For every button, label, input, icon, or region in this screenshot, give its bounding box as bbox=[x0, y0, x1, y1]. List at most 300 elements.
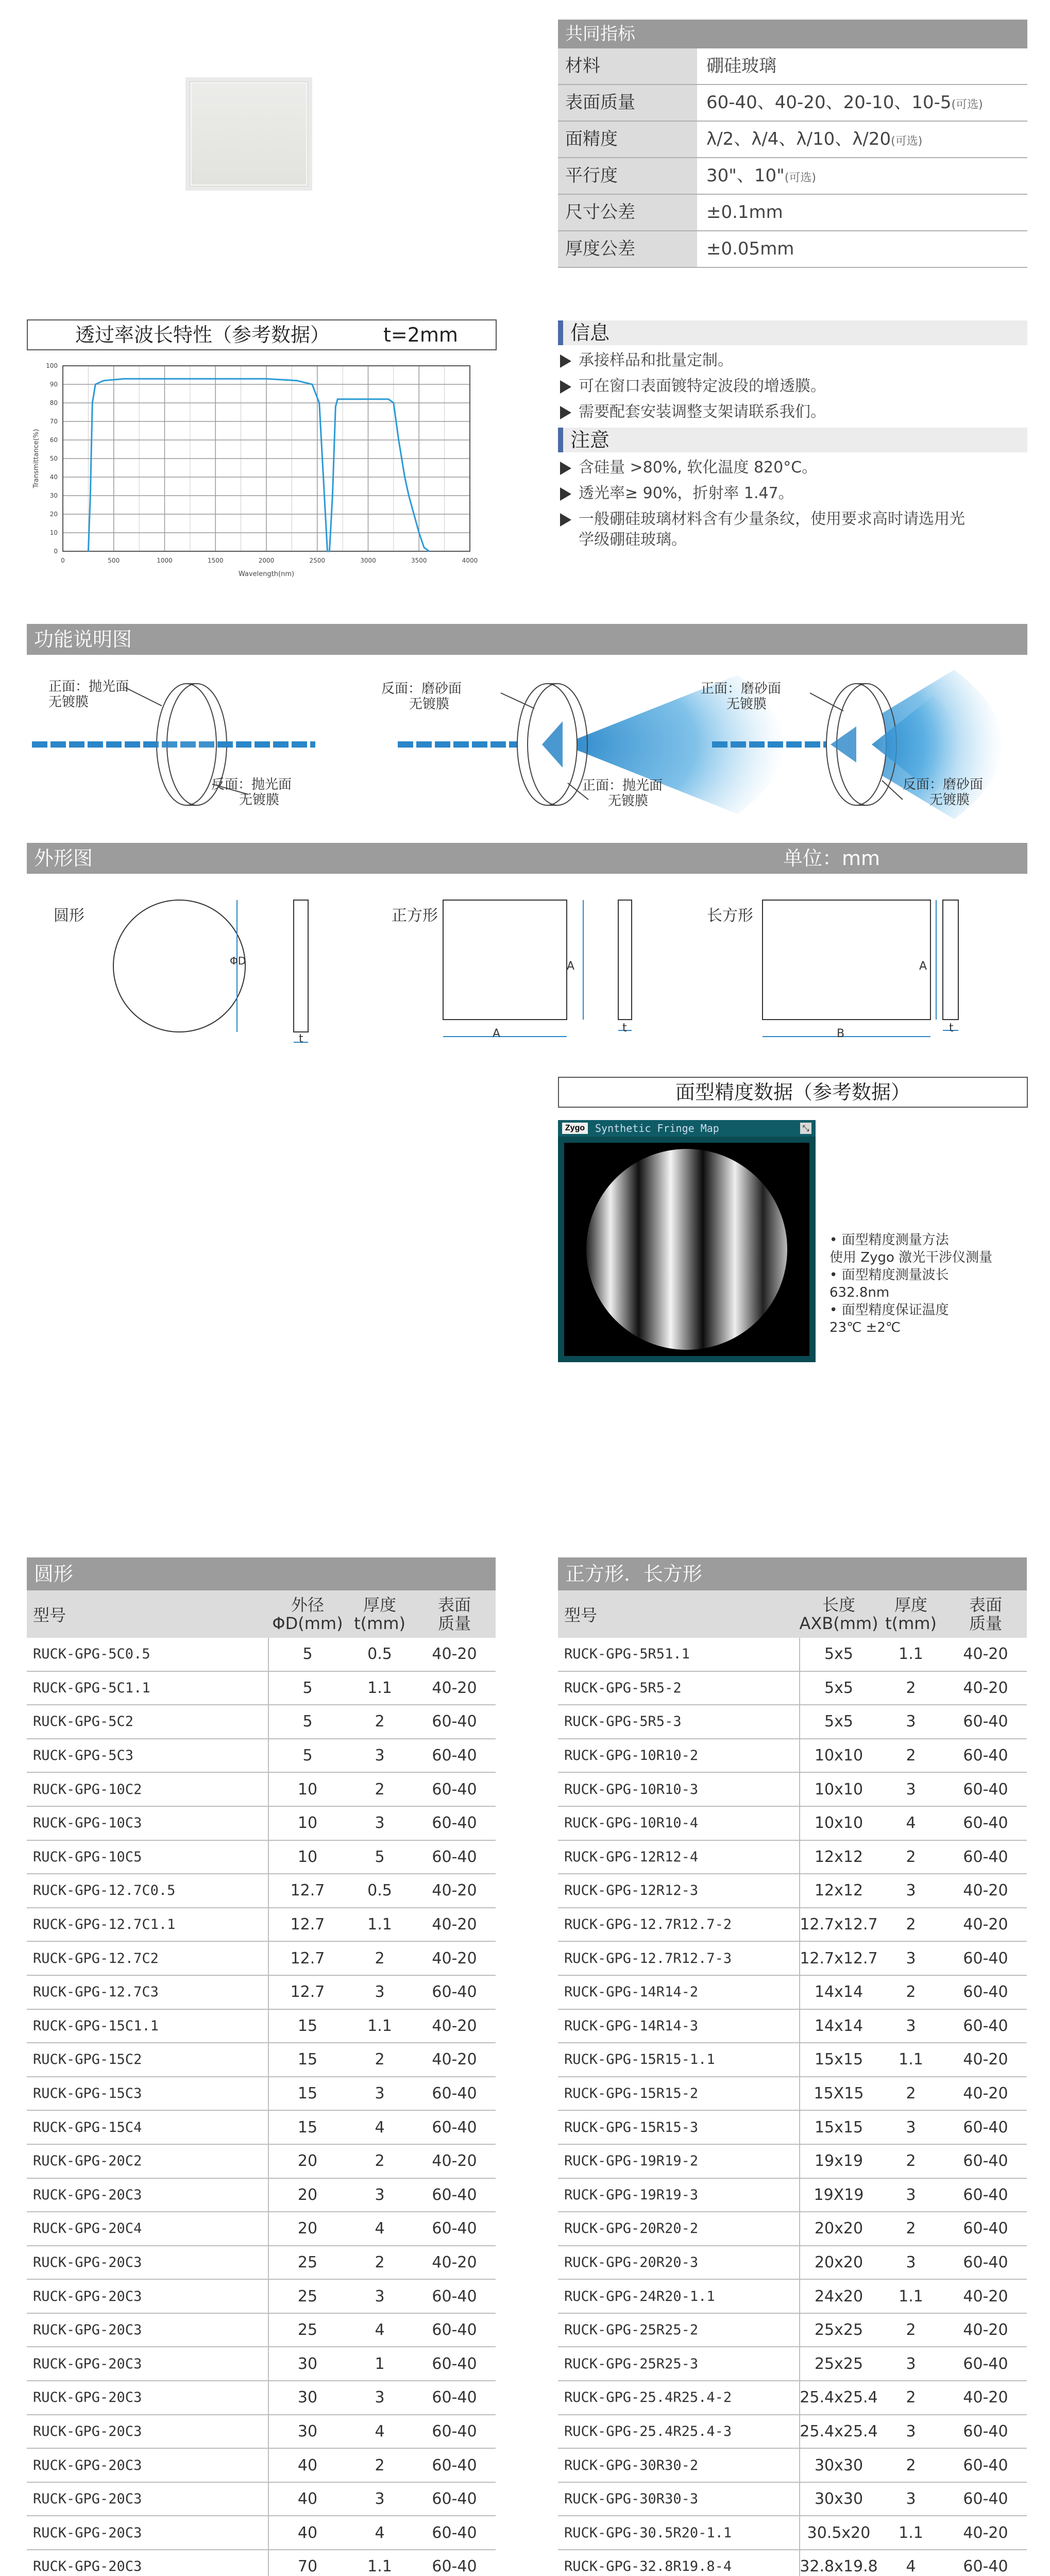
cell-model: RUCK-GPG-5R5-3 bbox=[558, 1705, 800, 1738]
spec-key: 材料 bbox=[558, 48, 697, 84]
round-table bbox=[27, 1557, 496, 2576]
table-row bbox=[558, 1874, 1027, 1908]
table-row bbox=[558, 1672, 1027, 1706]
cell-value: 20x20 bbox=[814, 2219, 863, 2238]
table-row bbox=[558, 2347, 1027, 2381]
table-row bbox=[558, 2246, 1027, 2280]
glass-plate-image bbox=[190, 81, 308, 187]
round-table-title: 圆形 bbox=[27, 1557, 496, 1590]
cell-value: 3 bbox=[906, 2016, 916, 2035]
arrow-icon bbox=[560, 462, 571, 475]
cell-value: 3 bbox=[906, 2354, 916, 2373]
cell-value: 3 bbox=[375, 1814, 385, 1833]
zygo-logo: Zygo bbox=[562, 1123, 588, 1134]
table-row bbox=[558, 2483, 1027, 2517]
cell-value: 1.1 bbox=[899, 2050, 923, 2069]
cell-value: 10x10 bbox=[814, 1780, 863, 1799]
table-row bbox=[27, 2550, 496, 2576]
flatness-note: • 面型精度测量方法 bbox=[829, 1232, 949, 1248]
cell-model: RUCK-GPG-32.8R19.8-4 bbox=[558, 2550, 800, 2576]
cell-value: 4 bbox=[375, 2118, 385, 2137]
cell-value: 1.1 bbox=[899, 2523, 923, 2542]
cell-value: 5x5 bbox=[824, 1645, 853, 1664]
notice-item-text: 透光率≥ 90%，折射率 1.47。 bbox=[579, 484, 794, 502]
cell-value: 1.1 bbox=[367, 2016, 392, 2035]
d2-front-label: 正面：抛光面 bbox=[582, 778, 663, 793]
d3-back-sub: 无镀膜 bbox=[929, 792, 970, 808]
x-tick-label: 500 bbox=[108, 557, 120, 564]
cell-value: 12.7 bbox=[290, 1882, 325, 1900]
notice-item bbox=[558, 509, 1027, 530]
cell-model: RUCK-GPG-20C3 bbox=[27, 2415, 269, 2448]
spec-value-text: 60-40、40-20、20-10、10-5 bbox=[706, 92, 952, 113]
x-tick-label: 2500 bbox=[309, 557, 326, 564]
cell-value: 3 bbox=[906, 1882, 916, 1900]
table-row bbox=[27, 1638, 496, 1672]
table-row bbox=[558, 2145, 1027, 2179]
cell-value: 60-40 bbox=[963, 2253, 1008, 2272]
spec-value-text: ±0.05mm bbox=[706, 239, 794, 259]
cell-model: RUCK-GPG-12.7C0.5 bbox=[27, 1874, 269, 1907]
outline-title: 外形图 bbox=[34, 847, 93, 870]
cell-value: 5 bbox=[302, 1747, 313, 1765]
cell-value: 40-20 bbox=[963, 1882, 1008, 1900]
cell-value: 12x12 bbox=[814, 1848, 863, 1866]
outline-rect-label: 长方形 bbox=[707, 907, 753, 925]
cell-value: 19x19 bbox=[814, 2152, 863, 2171]
cell-model: RUCK-GPG-12.7R12.7-3 bbox=[558, 1942, 800, 1975]
table-row bbox=[27, 2043, 496, 2077]
cell-model: RUCK-GPG-12.7C3 bbox=[27, 1976, 269, 2009]
spec-row bbox=[558, 85, 1027, 122]
d3-front-sub: 无镀膜 bbox=[726, 697, 767, 712]
cell-value: 20 bbox=[297, 2152, 318, 2171]
spec-value bbox=[697, 231, 1027, 267]
flatness-note: • 面型精度测量波长 bbox=[829, 1267, 949, 1283]
cell-model: RUCK-GPG-10R10-3 bbox=[558, 1773, 800, 1806]
dim-t-round: t bbox=[299, 1032, 303, 1045]
info-item-text: 需要配套安装调整支架请联系我们。 bbox=[579, 403, 826, 421]
cell-value: 1 bbox=[375, 2354, 385, 2373]
dim-t-square: t bbox=[622, 1022, 627, 1035]
cell-value: 2 bbox=[906, 2456, 916, 2475]
y-tick-label: 40 bbox=[49, 473, 58, 481]
cell-value: 15x15 bbox=[814, 2118, 863, 2137]
cell-value: 0.5 bbox=[367, 1882, 392, 1900]
cell-value: 60-40 bbox=[432, 2422, 477, 2441]
cell-value: 2 bbox=[375, 2152, 385, 2171]
cell-model: RUCK-GPG-10C3 bbox=[27, 1807, 269, 1840]
cell-value: 40 bbox=[297, 2456, 318, 2475]
cell-model: RUCK-GPG-15C2 bbox=[27, 2043, 269, 2076]
flatness-note: 632.8nm bbox=[829, 1285, 890, 1300]
cell-value: 1.1 bbox=[899, 1645, 923, 1664]
cell-model: RUCK-GPG-20C3 bbox=[27, 2483, 269, 2516]
cell-value: 60-40 bbox=[432, 1713, 477, 1731]
square-table bbox=[558, 1557, 1027, 2576]
table-row bbox=[27, 1874, 496, 1908]
cell-model: RUCK-GPG-20C3 bbox=[27, 2381, 269, 2414]
spec-value-text: 30"、10" bbox=[706, 165, 785, 186]
table-row bbox=[558, 1807, 1027, 1841]
arrow-icon bbox=[560, 513, 571, 527]
notice-item bbox=[558, 483, 1027, 504]
table-row bbox=[558, 1638, 1027, 1672]
cell-value: 10x10 bbox=[814, 1814, 863, 1833]
cell-value: 60-40 bbox=[432, 2321, 477, 2340]
cell-value: 60-40 bbox=[432, 2456, 477, 2475]
cell-value: 15 bbox=[297, 2118, 318, 2137]
cell-value: 40-20 bbox=[963, 2321, 1008, 2340]
table-row bbox=[558, 2043, 1027, 2077]
cell-value: 25.4x25.4 bbox=[800, 2422, 878, 2441]
col-model: 型号 bbox=[564, 1605, 598, 1625]
spec-key: 尺寸公差 bbox=[558, 195, 697, 230]
cell-value: 60-40 bbox=[963, 2152, 1008, 2171]
y-tick-label: 70 bbox=[49, 418, 58, 425]
table-row bbox=[27, 2347, 496, 2381]
table-row bbox=[558, 1942, 1027, 1976]
cell-value: 3 bbox=[375, 2388, 385, 2407]
cell-value: 40-20 bbox=[432, 2152, 477, 2171]
cell-model: RUCK-GPG-19R19-3 bbox=[558, 2179, 800, 2212]
cell-value: 5 bbox=[302, 1645, 313, 1664]
cell-model: RUCK-GPG-10C2 bbox=[27, 1773, 269, 1806]
cell-value: 60-40 bbox=[963, 1983, 1008, 2002]
cell-value: 2 bbox=[906, 2388, 916, 2407]
spec-note: (可选) bbox=[951, 98, 983, 111]
function-section-bar: 功能说明图 bbox=[27, 624, 1027, 655]
cell-value: 15 bbox=[297, 2016, 318, 2035]
cell-model: RUCK-GPG-20C3 bbox=[27, 2449, 269, 2482]
table-row bbox=[27, 2010, 496, 2044]
flatness-note: 使用 Zygo 激光干涉仪测量 bbox=[829, 1250, 993, 1265]
cell-model: RUCK-GPG-20C3 bbox=[27, 2246, 269, 2279]
cell-value: 10 bbox=[297, 1780, 318, 1799]
table-row bbox=[558, 2449, 1027, 2483]
cell-value: 60-40 bbox=[432, 2490, 477, 2509]
cell-value: 15X15 bbox=[814, 2084, 864, 2103]
spec-key: 平行度 bbox=[558, 158, 697, 194]
cell-value: 20 bbox=[297, 2219, 318, 2238]
outline-round-label: 圆形 bbox=[54, 907, 84, 925]
cell-value: 30 bbox=[297, 2354, 318, 2373]
table-row bbox=[27, 2449, 496, 2483]
cell-value: 4 bbox=[906, 1814, 916, 1833]
cell-value: 40 bbox=[297, 2490, 318, 2509]
cell-value: 2 bbox=[375, 1949, 385, 1968]
notice-title: 注意 bbox=[558, 428, 1027, 452]
info-item bbox=[558, 350, 1027, 371]
spec-key: 厚度公差 bbox=[558, 231, 697, 267]
cell-value: 60-40 bbox=[432, 2185, 477, 2204]
d1-back-sub: 无镀膜 bbox=[239, 792, 280, 808]
cell-value: 3 bbox=[375, 1747, 385, 1765]
cell-model: RUCK-GPG-10C5 bbox=[27, 1841, 269, 1874]
cell-value: 3 bbox=[375, 2287, 385, 2306]
cell-model: RUCK-GPG-5C0.5 bbox=[27, 1638, 269, 1671]
cell-model: RUCK-GPG-14R14-2 bbox=[558, 1976, 800, 2009]
spec-key: 面精度 bbox=[558, 122, 697, 157]
cell-model: RUCK-GPG-5R5-2 bbox=[558, 1672, 800, 1705]
cell-value: 25 bbox=[297, 2253, 318, 2272]
notice-item-text: 学级硼硅玻璃。 bbox=[579, 531, 687, 549]
chart-title: 透过率波长特性（参考数据） bbox=[75, 324, 330, 346]
cell-value: 25x25 bbox=[814, 2321, 863, 2340]
notice-item bbox=[558, 457, 1027, 478]
cell-value: 3 bbox=[906, 2422, 916, 2441]
cell-value: 5x5 bbox=[824, 1679, 853, 1697]
y-tick-label: 0 bbox=[54, 548, 58, 555]
fringe-window-title: Synthetic Fringe Map bbox=[595, 1122, 719, 1134]
cell-model: RUCK-GPG-25R25-3 bbox=[558, 2347, 800, 2380]
cell-value: 25 bbox=[297, 2321, 318, 2340]
cell-model: RUCK-GPG-20C3 bbox=[27, 2179, 269, 2212]
col-model: 型号 bbox=[33, 1605, 66, 1625]
cell-model: RUCK-GPG-25.4R25.4-2 bbox=[558, 2381, 800, 2414]
cell-value: 12x12 bbox=[814, 1882, 863, 1900]
table-row bbox=[27, 1739, 496, 1773]
fringe-map-window bbox=[558, 1120, 816, 1362]
dim-a-bottom: A bbox=[493, 1027, 501, 1040]
spec-row bbox=[558, 231, 1027, 268]
cell-value: 70 bbox=[297, 2557, 318, 2576]
cell-model: RUCK-GPG-20R20-2 bbox=[558, 2212, 800, 2245]
cell-model: RUCK-GPG-20R20-3 bbox=[558, 2246, 800, 2279]
y-tick-label: 20 bbox=[49, 511, 58, 518]
cell-value: 3 bbox=[375, 2185, 385, 2204]
table-row bbox=[558, 1739, 1027, 1773]
y-tick-label: 80 bbox=[49, 399, 58, 406]
cell-value: 60-40 bbox=[963, 2422, 1008, 2441]
cell-value: 30 bbox=[297, 2388, 318, 2407]
spec-note: (可选) bbox=[891, 135, 923, 148]
x-tick-label: 4000 bbox=[462, 557, 478, 564]
cell-value: 3 bbox=[906, 1713, 916, 1731]
cell-value: 4 bbox=[375, 2321, 385, 2340]
d2-back-label: 反面：磨砂面 bbox=[381, 681, 462, 697]
fringe-window-titlebar bbox=[558, 1120, 816, 1137]
cell-value: 40-20 bbox=[432, 1645, 477, 1664]
cell-value: 15 bbox=[297, 2084, 318, 2103]
x-tick-label: 0 bbox=[61, 557, 65, 564]
x-tick-label: 3500 bbox=[411, 557, 427, 564]
info-item bbox=[558, 376, 1027, 397]
cell-value: 2 bbox=[906, 1679, 916, 1697]
spec-row bbox=[558, 48, 1027, 85]
cell-value: 3 bbox=[375, 2084, 385, 2103]
cell-value: 30x30 bbox=[814, 2490, 863, 2509]
outline-drawings bbox=[27, 891, 1027, 1056]
cell-value: 10 bbox=[297, 1814, 318, 1833]
cell-model: RUCK-GPG-20C3 bbox=[27, 2550, 269, 2576]
cell-value: 60-40 bbox=[432, 2354, 477, 2373]
info-item bbox=[558, 402, 1027, 422]
cell-value: 0.5 bbox=[367, 1645, 392, 1664]
cell-value: 60-40 bbox=[963, 1780, 1008, 1799]
flatness-notes bbox=[829, 1231, 1025, 1336]
notice-item-text: 一般硼硅玻璃材料含有少量条纹，使用要求高时请选用光 bbox=[579, 510, 965, 528]
table-row bbox=[27, 1672, 496, 1706]
cell-value: 60-40 bbox=[432, 1747, 477, 1765]
cell-value: 10 bbox=[297, 1848, 318, 1866]
cell-value: 30x30 bbox=[814, 2456, 863, 2475]
table-row bbox=[558, 2280, 1027, 2314]
cell-value: 10x10 bbox=[814, 1747, 863, 1765]
cell-value: 5 bbox=[302, 1679, 313, 1697]
cell-value: 40-20 bbox=[963, 2287, 1008, 2306]
cell-value: 2 bbox=[906, 2219, 916, 2238]
table-row bbox=[27, 1908, 496, 1942]
spec-value-text: ±0.1mm bbox=[706, 202, 783, 223]
cell-model: RUCK-GPG-15R15-3 bbox=[558, 2111, 800, 2144]
cell-value: 1.1 bbox=[367, 2557, 392, 2576]
cell-value: 1.1 bbox=[367, 1916, 392, 1934]
arrow-icon bbox=[560, 380, 571, 394]
table-row bbox=[558, 2415, 1027, 2449]
cell-model: RUCK-GPG-24R20-1.1 bbox=[558, 2280, 800, 2313]
d3-front-label: 正面：磨砂面 bbox=[701, 681, 782, 697]
table-row bbox=[27, 2381, 496, 2415]
cell-model: RUCK-GPG-12.7C2 bbox=[27, 1942, 269, 1975]
cell-value: 60-40 bbox=[432, 2287, 477, 2306]
cell-value: 60-40 bbox=[432, 2118, 477, 2137]
function-diagrams bbox=[27, 665, 1027, 835]
table-row bbox=[27, 1942, 496, 1976]
cell-value: 40-20 bbox=[432, 2253, 477, 2272]
cell-value: 12.7 bbox=[290, 1949, 325, 1968]
cell-model: RUCK-GPG-15C1.1 bbox=[27, 2010, 269, 2043]
spec-value-text: 硼硅玻璃 bbox=[706, 56, 776, 76]
cell-value: 40-20 bbox=[963, 1679, 1008, 1697]
spec-value bbox=[697, 85, 1027, 121]
cell-value: 60-40 bbox=[432, 1814, 477, 1833]
table-row bbox=[27, 1976, 496, 2010]
cell-value: 60-40 bbox=[432, 2084, 477, 2103]
cell-value: 60-40 bbox=[963, 2354, 1008, 2373]
table-row bbox=[558, 2212, 1027, 2246]
cell-value: 24x20 bbox=[814, 2287, 863, 2306]
col-len: 长度 AXB(mm) bbox=[799, 1595, 878, 1633]
cell-value: 60-40 bbox=[963, 1848, 1008, 1866]
cell-model: RUCK-GPG-25R25-2 bbox=[558, 2314, 800, 2347]
dim-t-rect: t bbox=[949, 1022, 954, 1035]
cell-value: 20x20 bbox=[814, 2253, 863, 2272]
spec-value bbox=[697, 122, 1027, 157]
cell-value: 12.7 bbox=[290, 1916, 325, 1934]
dim-a-square: A bbox=[567, 960, 575, 973]
table-row bbox=[27, 2280, 496, 2314]
spec-title: 共同指标 bbox=[558, 20, 1027, 48]
spec-key: 表面质量 bbox=[558, 85, 697, 121]
cell-value: 60-40 bbox=[432, 1780, 477, 1799]
cell-model: RUCK-GPG-5C3 bbox=[27, 1739, 269, 1772]
dim-b: B bbox=[837, 1027, 845, 1040]
cell-model: RUCK-GPG-12R12-3 bbox=[558, 1874, 800, 1907]
cell-model: RUCK-GPG-15R15-1.1 bbox=[558, 2043, 800, 2076]
notice-item bbox=[558, 530, 1027, 550]
cell-value: 20 bbox=[297, 2185, 318, 2204]
spec-value bbox=[697, 195, 1027, 230]
chart-title-box bbox=[27, 319, 497, 350]
cell-value: 60-40 bbox=[963, 2219, 1008, 2238]
cell-value: 12.7x12.7 bbox=[800, 1949, 878, 1968]
window-tool-icon[interactable]: ⤡ bbox=[800, 1123, 811, 1134]
table-row bbox=[558, 1841, 1027, 1875]
cell-model: RUCK-GPG-14R14-3 bbox=[558, 2010, 800, 2043]
cell-value: 40 bbox=[297, 2523, 318, 2542]
spec-row bbox=[558, 158, 1027, 195]
cell-model: RUCK-GPG-15C4 bbox=[27, 2111, 269, 2144]
table-row bbox=[558, 1773, 1027, 1807]
cell-value: 60-40 bbox=[963, 1949, 1008, 1968]
cell-value: 2 bbox=[375, 1713, 385, 1731]
cell-value: 2 bbox=[906, 2321, 916, 2340]
cell-model: RUCK-GPG-12R12-4 bbox=[558, 1841, 800, 1874]
cell-value: 40-20 bbox=[432, 1679, 477, 1697]
cell-value: 3 bbox=[906, 2118, 916, 2137]
y-tick-label: 100 bbox=[46, 362, 58, 369]
y-tick-label: 90 bbox=[49, 381, 58, 388]
table-row bbox=[558, 1976, 1027, 2010]
table-row bbox=[27, 2415, 496, 2449]
d2-back-sub: 无镀膜 bbox=[409, 697, 450, 712]
cell-value: 40-20 bbox=[432, 1949, 477, 1968]
info-item-text: 可在窗口表面镀特定波段的增透膜。 bbox=[579, 377, 826, 395]
table-row bbox=[558, 2550, 1027, 2576]
table-row bbox=[27, 2516, 496, 2550]
cell-value: 40-20 bbox=[963, 2084, 1008, 2103]
cell-value: 40-20 bbox=[432, 1916, 477, 1934]
cell-value: 14x14 bbox=[814, 2016, 863, 2035]
notice-item-text: 含硅量 >80%, 软化温度 820°C。 bbox=[579, 459, 818, 477]
cell-value: 25 bbox=[297, 2287, 318, 2306]
flatness-note: 23℃ ±2℃ bbox=[829, 1320, 901, 1335]
cell-value: 2 bbox=[375, 2050, 385, 2069]
arrow-icon bbox=[560, 354, 571, 368]
table-row bbox=[27, 2145, 496, 2179]
cell-value: 25.4x25.4 bbox=[800, 2388, 878, 2407]
col-quality: 表面 质量 bbox=[969, 1595, 1002, 1633]
cell-value: 60-40 bbox=[963, 1814, 1008, 1833]
cell-value: 25x25 bbox=[814, 2354, 863, 2373]
cell-value: 3 bbox=[906, 2490, 916, 2509]
spec-row bbox=[558, 122, 1027, 158]
cell-value: 60-40 bbox=[432, 2388, 477, 2407]
cell-value: 60-40 bbox=[432, 2219, 477, 2238]
x-axis-label: Wavelength(nm) bbox=[238, 570, 295, 578]
cell-value: 60-40 bbox=[963, 2016, 1008, 2035]
cell-value: 3 bbox=[906, 1780, 916, 1799]
cell-value: 14x14 bbox=[814, 1983, 863, 2002]
cell-value: 15x15 bbox=[814, 2050, 863, 2069]
cell-model: RUCK-GPG-20C3 bbox=[27, 2347, 269, 2380]
cell-model: RUCK-GPG-12.7C1.1 bbox=[27, 1908, 269, 1941]
cell-model: RUCK-GPG-5C1.1 bbox=[27, 1672, 269, 1705]
table-row bbox=[558, 2010, 1027, 2044]
table-row bbox=[558, 2111, 1027, 2145]
table-row bbox=[558, 2179, 1027, 2213]
cell-model: RUCK-GPG-5C2 bbox=[27, 1705, 269, 1738]
x-tick-label: 3000 bbox=[360, 557, 376, 564]
d1-front-sub: 无镀膜 bbox=[48, 694, 89, 710]
cell-value: 60-40 bbox=[963, 2118, 1008, 2137]
table-row bbox=[558, 2516, 1027, 2550]
cell-model: RUCK-GPG-20C3 bbox=[27, 2516, 269, 2549]
outline-square-label: 正方形 bbox=[392, 907, 438, 925]
d1-back-label: 反面：抛光面 bbox=[211, 777, 292, 792]
spec-value-text: λ/2、λ/4、λ/10、λ/20 bbox=[706, 129, 891, 149]
